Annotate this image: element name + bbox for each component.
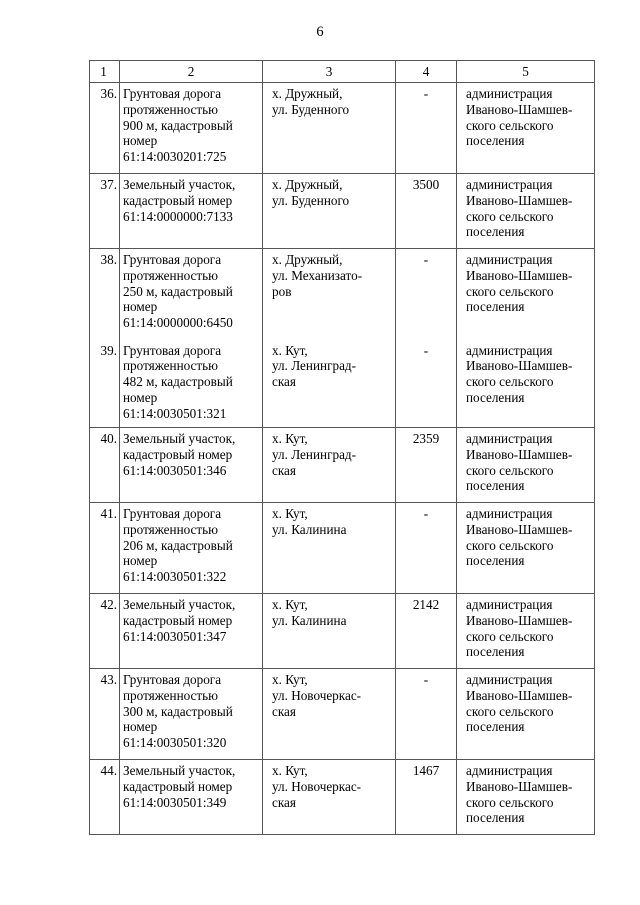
header-col-2: 2 bbox=[120, 61, 263, 83]
table-header-row bbox=[90, 61, 595, 83]
page-number: 6 bbox=[316, 24, 324, 40]
header-col-3: 3 bbox=[263, 61, 396, 83]
row-number: 39. bbox=[100, 342, 117, 358]
address-cell: х. Кут, ул. Ленинград- ская bbox=[272, 342, 357, 390]
row-number: 41. bbox=[100, 506, 117, 521]
row-number: 42. bbox=[100, 597, 117, 612]
address-cell: х. Кут, ул. Новочеркас- ская bbox=[272, 763, 362, 810]
row-number: 36. bbox=[100, 86, 117, 101]
table-row bbox=[90, 340, 595, 428]
address-cell: х. Кут, ул. Калинина bbox=[272, 597, 347, 628]
header-col-4: 4 bbox=[396, 61, 457, 83]
property-table bbox=[89, 60, 595, 835]
table-row bbox=[90, 174, 595, 249]
address-cell: х. Кут, ул. Новочеркас- ская bbox=[272, 672, 362, 719]
object-cell: Земельный участок, кадастровый номер 61:14:0030501:349 bbox=[123, 763, 236, 810]
address-cell: х. Кут, ул. Калинина bbox=[272, 506, 347, 537]
area-cell: - bbox=[423, 342, 429, 358]
owner-cell: администрация Иваново-Шамшев- ского сельского поселения bbox=[466, 763, 573, 826]
owner-cell: администрация Иваново-Шамшев- ского сельского поселения bbox=[466, 672, 573, 735]
owner-cell: администрация Иваново-Шамшев- ского сельского поселения bbox=[466, 177, 573, 240]
owner-cell: администрация Иваново-Шамшев- ского сельского поселения bbox=[466, 252, 573, 315]
owner-cell: администрация Иваново-Шамшев- ского сельского поселения bbox=[466, 506, 573, 569]
address-cell: х. Дружный, ул. Буденного bbox=[272, 86, 350, 117]
object-cell: Грунтовая дорога протяженностью 300 м, кадастровый номер 61:14:0030501:320 bbox=[123, 672, 233, 751]
owner-cell: администрация Иваново-Шамшев- ского сельского поселения bbox=[466, 597, 573, 660]
area-cell: - bbox=[423, 252, 429, 267]
row-number: 44. bbox=[100, 763, 117, 778]
object-cell: Грунтовая дорога протяженностью 206 м, кадастровый номер 61:14:0030501:322 bbox=[123, 506, 233, 585]
header-col-5: 5 bbox=[457, 61, 595, 83]
header-col-1: 1 bbox=[90, 61, 120, 83]
object-cell: Земельный участок, кадастровый номер 61:14:0030501:347 bbox=[123, 597, 236, 644]
table-row bbox=[90, 760, 595, 835]
object-cell: Грунтовая дорога протяженностью 250 м, кадастровый номер 61:14:0000000:6450 bbox=[123, 252, 233, 331]
row-number: 43. bbox=[100, 672, 117, 687]
object-cell: Грунтовая дорога протяженностью 900 м, кадастровый номер 61:14:0030201:725 bbox=[123, 86, 233, 165]
area-cell: - bbox=[423, 86, 429, 101]
table-row bbox=[90, 428, 595, 503]
object-cell: Грунтовая дорога протяженностью 482 м, кадастровый номер 61:14:0030501:321 bbox=[123, 342, 233, 421]
area-cell: - bbox=[423, 506, 429, 521]
object-cell: Земельный участок, кадастровый номер 61:14:0000000:7133 bbox=[123, 177, 236, 224]
address-cell: х. Кут, ул. Ленинград- ская bbox=[272, 431, 357, 478]
owner-cell: администрация Иваново-Шамшев- ского сельского поселения bbox=[466, 86, 573, 149]
address-cell: х. Дружный, ул. Буденного bbox=[272, 177, 350, 208]
area-cell: - bbox=[423, 672, 429, 687]
table-row bbox=[90, 83, 595, 174]
row-number: 40. bbox=[100, 431, 117, 446]
row-number: 38. bbox=[100, 252, 117, 267]
table-row bbox=[90, 249, 595, 340]
address-cell: х. Дружный, ул. Механизато- ров bbox=[272, 252, 363, 299]
table-row bbox=[90, 594, 595, 669]
row-number: 37. bbox=[100, 177, 117, 192]
area-cell: 2142 bbox=[412, 597, 440, 612]
area-cell: 1467 bbox=[412, 763, 440, 778]
owner-cell: администрация Иваново-Шамшев- ского сельского поселения bbox=[466, 431, 573, 494]
area-cell: 3500 bbox=[412, 177, 440, 192]
table-row bbox=[90, 669, 595, 760]
owner-cell: администрация Иваново-Шамшев- ского сельского поселения bbox=[466, 342, 573, 405]
table-row bbox=[90, 503, 595, 594]
area-cell: 2359 bbox=[412, 431, 440, 446]
object-cell: Земельный участок, кадастровый номер 61:14:0030501:346 bbox=[123, 431, 236, 478]
